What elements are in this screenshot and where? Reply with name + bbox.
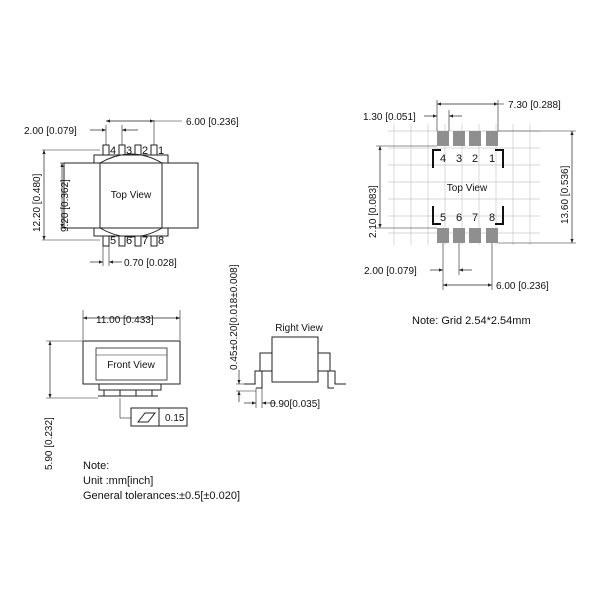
pad-label-8: 8 xyxy=(488,212,496,224)
top-view-pin-2: 2 xyxy=(141,145,149,157)
pad-2 xyxy=(469,131,481,146)
top-view-pin-3: 3 xyxy=(125,145,133,157)
right-view-title: Right View xyxy=(275,323,323,334)
pad-label-7: 7 xyxy=(471,212,479,224)
pad-dim-pad-width: 1.30 [0.051] xyxy=(363,112,416,123)
pad-dim-pitch: 2.00 [0.079] xyxy=(364,266,417,277)
pad-label-6: 6 xyxy=(455,212,463,224)
top-view-dim-pitch: 2.00 [0.079] xyxy=(24,126,77,137)
top-view-pin-8: 8 xyxy=(157,235,165,247)
general-notes xyxy=(83,459,240,504)
right-view-dim-foot: 0.90[0.035] xyxy=(270,399,321,410)
top-view-dim-pin-width: 0.70 [0.028] xyxy=(124,258,177,269)
pad-dim-span: 6.00 [0.236] xyxy=(496,281,549,292)
right-view-drawing xyxy=(236,337,346,408)
pad-dim-width: 7.30 [0.288] xyxy=(508,100,561,111)
top-view-dim-height: 12.20 [0.480] xyxy=(32,173,43,232)
pad-label-1: 1 xyxy=(488,153,496,165)
pad-label-5: 5 xyxy=(439,212,447,224)
pad-grid-note: Note: Grid 2.54*2.54mm xyxy=(412,315,531,327)
note-tolerance: General tolerances:±0.5[±0.020] xyxy=(83,490,241,502)
pad-label-4: 4 xyxy=(439,153,447,165)
top-view-title: Top View xyxy=(110,190,152,201)
top-view-dim-span: 6.00 [0.236] xyxy=(186,117,239,128)
top-view-pin-1: 1 xyxy=(157,145,165,157)
pad-label-2: 2 xyxy=(471,153,479,165)
front-view-dim-height: 5.90 [0.232] xyxy=(44,417,55,470)
front-view-title: Front View xyxy=(107,360,155,371)
pad-5 xyxy=(437,228,449,243)
front-view-dim-width: 11.00 [0.433] xyxy=(96,315,154,326)
top-view-pin-6: 6 xyxy=(125,235,133,247)
top-view-dim-body: 9.20 [0.362] xyxy=(60,179,71,232)
pad-layout-drawing xyxy=(376,100,576,290)
pad-4 xyxy=(437,131,449,146)
front-view-flatness: 0.15 xyxy=(165,413,185,424)
pad-label-3: 3 xyxy=(455,153,463,165)
pad-6 xyxy=(453,228,465,243)
note-unit: Unit :mm[inch] xyxy=(83,475,154,487)
right-view-dim-lead: 0.45±0.20[0.018±0.008] xyxy=(229,264,240,370)
pad-7 xyxy=(469,228,481,243)
pad-dim-height: 13.60 [0.536] xyxy=(560,165,571,224)
pad-dim-row-gap: 2.10 [0.083] xyxy=(368,185,379,238)
top-view-pin-5: 5 xyxy=(109,235,117,247)
pad-3 xyxy=(453,131,465,146)
pad-8 xyxy=(486,228,498,243)
note-heading: Note: xyxy=(83,460,110,472)
pad-layout-title: Top View xyxy=(446,183,488,194)
pad-1 xyxy=(486,131,498,146)
top-view-pin-7: 7 xyxy=(141,235,149,247)
top-view-pin-4: 4 xyxy=(109,145,117,157)
